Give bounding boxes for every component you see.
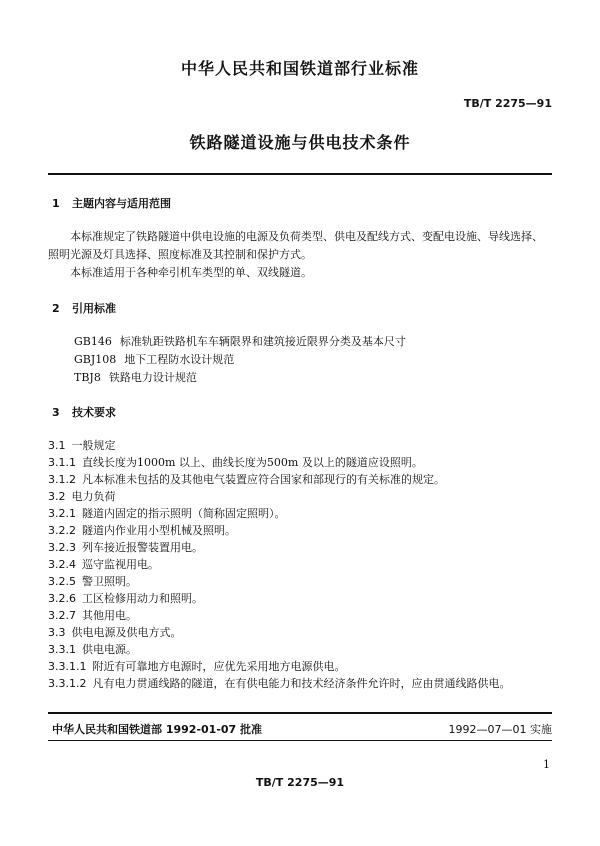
reference-item	[74, 369, 197, 387]
reference-code: TBJ8	[74, 371, 101, 384]
clause-line	[48, 539, 203, 556]
effective-date: 1992—07—01 实施	[448, 723, 552, 736]
clause-line	[48, 607, 137, 624]
reference-code: GB146	[74, 335, 112, 348]
clause-text: 凡本标准未包括的及其他电气装置应符合国家和部现行的有关标准的规定。	[82, 473, 445, 486]
section-number: 1	[52, 197, 60, 210]
clause-text: 列车接近报警装置用电。	[82, 541, 203, 554]
clause-number: 3.2.4	[48, 558, 76, 571]
clause-text: 隧道内作业用小型机械及照明。	[82, 524, 236, 537]
section-2-heading	[52, 300, 116, 316]
reference-title: 标准轨距铁路机车车辆限界和建筑接近限界分类及基本尺寸	[119, 335, 406, 348]
section-title: 引用标准	[72, 302, 116, 315]
clause-number: 3.1.1	[48, 456, 76, 469]
clause-line	[48, 454, 423, 471]
footer-bottom-divider	[48, 740, 552, 741]
clause-number: 3.3.1.2	[48, 677, 87, 690]
clause-text: 巡守监视用电。	[82, 558, 159, 571]
title-divider	[48, 173, 552, 175]
section-1-paragraph-2: 本标准适用于各种牵引机车类型的单、双线隧道。	[70, 266, 312, 279]
reference-title: 铁路电力设计规范	[108, 371, 197, 384]
clause-number: 3.3.1.1	[48, 660, 87, 673]
clause-line	[48, 522, 236, 539]
clause-number: 3.2.2	[48, 524, 76, 537]
standard-number: TB/T 2275—91	[463, 97, 552, 110]
footer-divider	[48, 712, 552, 714]
section-number: 3	[52, 406, 60, 419]
clause-number: 3.2.6	[48, 592, 76, 605]
clause-text: 供电电源及供电方式。	[71, 626, 182, 639]
clause-text: 供电电源。	[82, 643, 137, 656]
clause-number: 3.2.7	[48, 609, 76, 622]
clause-line	[48, 624, 182, 641]
clause-number: 3.3.1	[48, 643, 76, 656]
clause-text: 直线长度为1000m 以上、曲线长度为500m 及以上的隧道应设照明。	[82, 456, 423, 469]
clause-number: 3.2.5	[48, 575, 76, 588]
clause-line	[48, 658, 345, 675]
clause-text: 一般规定	[71, 439, 116, 452]
clause-line	[48, 573, 137, 590]
clause-text: 隧道内固定的指示照明（简称固定照明）。	[82, 507, 286, 520]
publisher-header: 中华人民共和国铁道部行业标准	[180, 59, 419, 78]
clause-line	[48, 437, 116, 454]
reference-title: 地下工程防水设计规范	[124, 353, 235, 366]
section-title: 技术要求	[72, 406, 116, 419]
section-1-heading	[52, 195, 171, 211]
section-1-paragraph-1: 本标准规定了铁路隧道中供电设施的电源及负荷类型、供电及配线方式、变配电设施、导线选择、照明光源及灯具选择、照度标准及其控制和保护方式。	[48, 230, 543, 261]
clause-text: 凡有电力贯通线路的隧道，在有供电能力和技术经济条件允许时，应由贯通线路供电。	[92, 677, 511, 690]
clause-number: 3.2.1	[48, 507, 76, 520]
clause-line	[48, 556, 159, 573]
clause-number: 3.1	[48, 439, 66, 452]
approval-note: 中华人民共和国铁道部 1992-01-07 批准	[52, 723, 263, 736]
clause-text: 电力负荷	[71, 490, 116, 503]
clause-line	[48, 675, 510, 692]
clause-number: 3.3	[48, 626, 66, 639]
clause-number: 3.2	[48, 490, 66, 503]
section-3-heading	[52, 404, 116, 420]
clause-text: 附近有可靠地方电源时，应优先采用地方电源供电。	[92, 660, 346, 673]
section-number: 2	[52, 302, 60, 315]
clause-text: 其他用电。	[82, 609, 137, 622]
clause-line	[48, 590, 203, 607]
clause-line	[48, 505, 286, 522]
clause-text: 工区检修用动力和照明。	[82, 592, 203, 605]
clause-line	[48, 641, 137, 658]
page-number: 1	[543, 758, 550, 771]
clause-line	[48, 471, 445, 488]
reference-code: GBJ108	[74, 353, 117, 366]
clause-number: 3.1.2	[48, 473, 76, 486]
reference-item	[74, 333, 406, 351]
document-title: 铁路隧道设施与供电技术条件	[189, 133, 411, 152]
clause-number: 3.2.3	[48, 541, 76, 554]
reference-item	[74, 351, 234, 369]
clause-text: 警卫照明。	[82, 575, 137, 588]
clause-line	[48, 488, 116, 505]
section-title: 主题内容与适用范围	[72, 197, 171, 210]
bottom-standard-number: TB/T 2275—91	[255, 776, 345, 789]
